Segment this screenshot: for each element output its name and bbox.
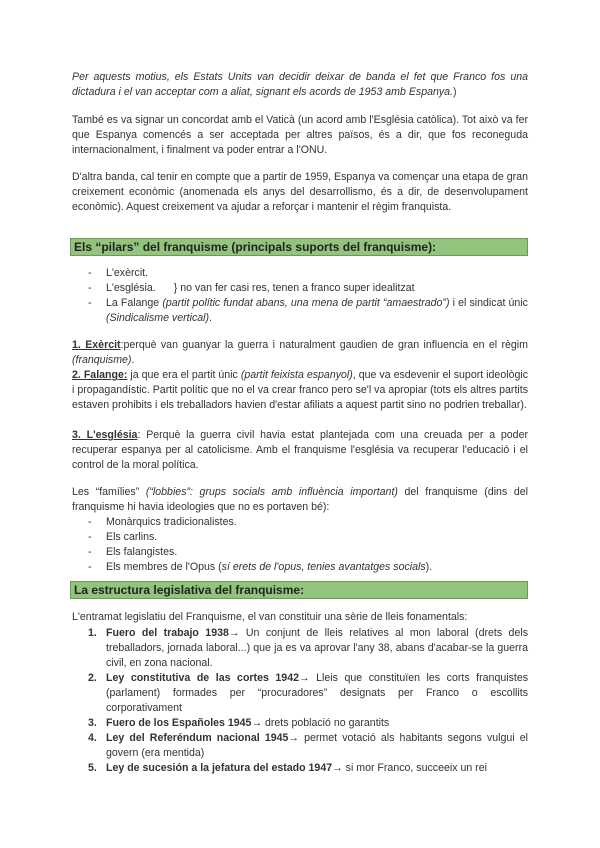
growth-paragraph: D'altra banda, cal tenir en compte que a partir de 1959, Espanya va començar una etapa de gran creixement econòmic (anomenada els anys del desarrollismo, és a dir, de desenvolupament econòmic). Aquest creixement va ajudar a reforçar i mantenir el règim franquista. xyxy=(72,171,528,213)
law-text: → si mor Franco, succeeix un rei xyxy=(332,762,487,774)
vatican-paragraph: També es va signar un concordat amb el Vaticà (un acord amb l'Església catòlica). Tot això va fer que Espanya comencés a ser acceptada per altres països, és a dir, que fos reconeguda internacionalment, i finalment va poder entrar a l'ONU. xyxy=(72,114,528,156)
section-heading-pillars: Els “pilars” del franquisme (principals suports del franquisme): xyxy=(70,238,528,256)
church-text: : Perquè la guerra civil havia estat plantejada com una creuada per a poder recuperar espanya per al catolicisme. Amb el franquisme l'església va recuperar l'educació i el control de la moral política. xyxy=(72,429,528,471)
legislation-intro: L'entramat legislatiu del Franquisme, el van constituir una sèrie de lleis fonamentals: xyxy=(72,611,468,623)
falange-paragraph xyxy=(72,368,528,413)
law-number: 2. xyxy=(88,672,97,684)
family-item-opus xyxy=(88,560,528,575)
law-number: 4. xyxy=(88,732,97,744)
intro-close-paren: ) xyxy=(453,86,457,98)
law-item xyxy=(88,761,528,776)
falange-italic: (partit feixista espanyol) xyxy=(240,369,353,381)
family-item xyxy=(88,515,528,530)
families-paragraph xyxy=(72,485,528,515)
family-opus-italic: sí erets de l'opus, tenies avantatges socials xyxy=(221,561,426,573)
family-opus-end: ). xyxy=(425,561,433,573)
army-end: . xyxy=(131,354,135,366)
law-text: → Lleis que constituïen les corts franquistes (parlament) formades per “procuradores” designats per Franco o escollits corporativament xyxy=(106,672,529,714)
pillar-item-church xyxy=(88,281,528,296)
pillar-falange-text-2: i el sindicat únic xyxy=(449,297,528,309)
law-text: → Un conjunt de lleis relatives al mon laboral (drets dels treballadors, jornada laboral...) que ja es va aprovar l'any 38, abans d'acabar-se la guerra civil, en zona nacional. xyxy=(106,627,528,669)
law-item xyxy=(88,671,528,716)
pillar-item-army-text: L'exèrcit. xyxy=(106,267,149,279)
pillar-item-church-note: } no van fer casi res, tenen a franco super idealitzat xyxy=(173,282,415,294)
families-list xyxy=(88,515,528,575)
pillar-falange-italic: (partit polític fundat abans, una mena de partit “amaestrado”) xyxy=(162,297,450,309)
church-paragraph xyxy=(72,428,528,473)
law-item xyxy=(88,731,528,761)
pillar-item-church-text: L'església. xyxy=(106,282,156,294)
falange-label: 2. Falange: xyxy=(72,369,128,381)
law-number: 5. xyxy=(88,762,97,774)
pillar-item-falange xyxy=(88,296,528,326)
law-title: Ley constitutiva de las cortes 1942 xyxy=(106,672,299,684)
families-italic: (“lobbies”: grups socials amb influència important) xyxy=(145,486,398,498)
pillar-falange-end: . xyxy=(209,312,212,324)
law-title: Fuero de los Españoles 1945 xyxy=(106,717,252,729)
pillar-item-army xyxy=(88,266,528,281)
family-item-text: Els carlins. xyxy=(106,531,158,543)
section-heading-legislation: La estructura legislativa del franquisme: xyxy=(70,581,528,599)
intro-paragraph xyxy=(72,70,528,100)
family-opus-text: Els membres de l'Opus ( xyxy=(106,561,222,573)
law-title: Fuero del trabajo 1938 xyxy=(106,627,229,639)
army-text: :perquè van guanyar la guerra i naturalment gaudien de gran influencia en el règim xyxy=(120,339,528,351)
pillars-list xyxy=(88,266,528,326)
army-label: 1. Exèrcit xyxy=(72,339,121,351)
falange-text: ja que era el partit únic xyxy=(127,369,241,381)
families-text: Les “famílies” xyxy=(72,486,146,498)
family-item xyxy=(88,530,528,545)
law-text: → drets població no garantits xyxy=(251,717,390,729)
laws-list xyxy=(88,626,528,776)
army-italic: (franquisme) xyxy=(72,354,132,366)
intro-italic-text: Per aquests motius, els Estats Units van decidir deixar de banda el fet que Franco fos una dictadura i el van acceptar com a aliat, signant els acords de 1953 amb Espanya. xyxy=(72,71,528,98)
family-item xyxy=(88,545,528,560)
law-item xyxy=(88,716,528,731)
pillar-falange-italic-2: (Sindicalisme vertical) xyxy=(106,312,210,324)
law-item xyxy=(88,626,528,671)
family-item-text: Els falangistes. xyxy=(106,546,178,558)
families-text-2: del franquisme (dins del franquisme hi havia ideologies que no es portaven bé): xyxy=(72,486,528,513)
falange-text-2: , que va esdevenir el suport ideològic i propagandístic. Partit polític que no el va crear franco pero se'l va apropiar (tots els altres partits estaven prohibits i els treballadors havien d'estar afiliats a aquest partit sino no podrien treballar). xyxy=(72,369,529,411)
pillar-falange-text: La Falange xyxy=(106,297,163,309)
family-item-text: Monàrquics tradicionalistes. xyxy=(106,516,237,528)
law-number: 3. xyxy=(88,717,97,729)
church-label: 3. L'església xyxy=(72,429,138,441)
law-number: 1. xyxy=(88,627,97,639)
army-paragraph xyxy=(72,338,528,368)
law-text: → permet votació als habitants segons vulgui el govern (era mentida) xyxy=(106,732,529,759)
law-title: Ley de sucesión a la jefatura del estado 1947 xyxy=(106,762,333,774)
law-title: Ley del Referéndum nacional 1945 xyxy=(106,732,289,744)
